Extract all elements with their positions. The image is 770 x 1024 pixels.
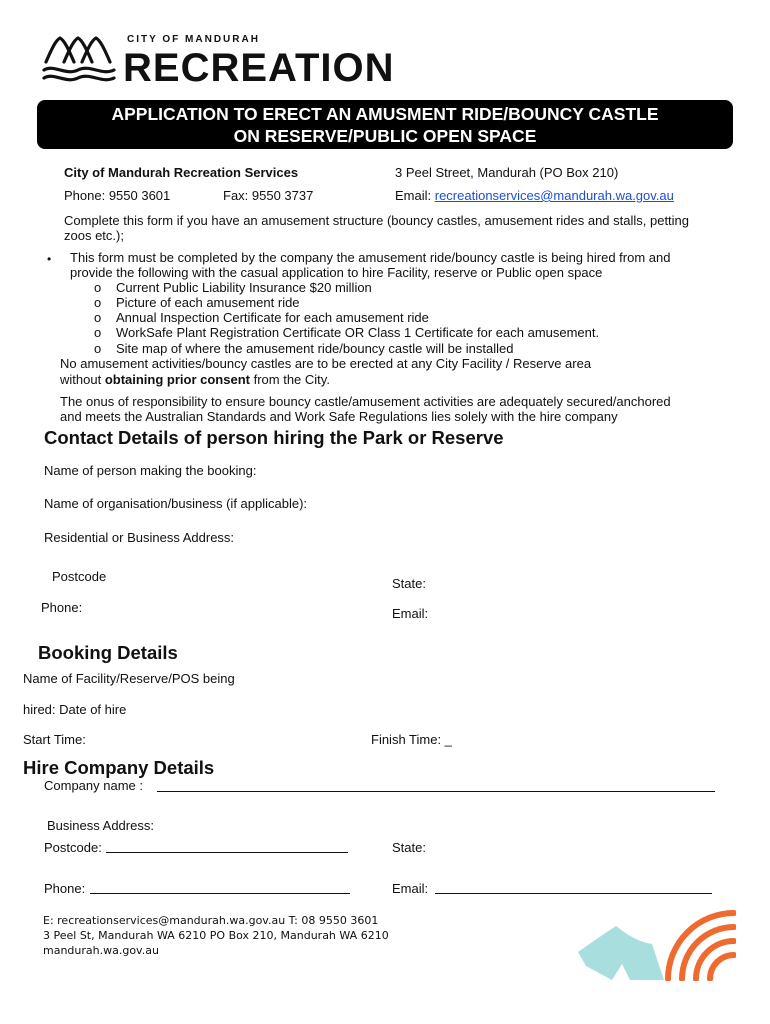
intro-line1: Complete this form if you have an amusement structure (bouncy castles, amusement rides and stalls, petting (64, 213, 690, 228)
postcode-label: Postcode (52, 569, 107, 584)
requirement-item-label: Annual Inspection Certificate for each amusement ride (116, 310, 429, 325)
footer-wave-icon (578, 920, 672, 980)
form-title-banner (37, 100, 733, 149)
company-name-label: Company name : (44, 778, 143, 793)
contact-section-heading: Contact Details of person hiring the Park or Reserve (44, 427, 504, 448)
booking-section-heading: Booking Details (38, 642, 178, 663)
requirement-item-label: Current Public Liability Insurance $20 million (116, 280, 372, 295)
phone-label: Phone: (41, 600, 83, 615)
no-activities-line2: without obtaining prior consent from the City. (60, 372, 330, 387)
org-fax: Fax: 9550 3737 (223, 188, 314, 203)
email-label: Email: (392, 606, 429, 621)
org-email-row (395, 188, 674, 203)
form-title-line2: ON RESERVE/PUBLIC OPEN SPACE (233, 125, 537, 146)
facility-label: Name of Facility/Reserve/POS being (23, 671, 235, 686)
hire-postcode-field[interactable] (106, 852, 348, 853)
hire-phone-field[interactable] (90, 893, 350, 894)
footer-address-line: 3 Peel St, Mandurah WA 6210 PO Box 210, Mandurah WA 6210 (43, 929, 389, 942)
requirement-item: o (94, 325, 102, 340)
finish-time-label: Finish Time: _ (371, 732, 452, 747)
hire-date-label: hired: Date of hire (23, 702, 127, 717)
city-logo-wave-icon (42, 34, 118, 86)
form-title-line1: APPLICATION TO ERECT AN AMUSMENT RIDE/BOUNCY CASTLE (111, 103, 659, 124)
no-activities-line1: No amusement activities/bouncy castles are to be erected at any City Facility / Reserve area (60, 356, 592, 371)
requirement-item: o (94, 341, 102, 356)
hire-email-field[interactable] (435, 893, 712, 894)
org-name: City of Mandurah Recreation Services (64, 165, 299, 180)
organisation-label: Name of organisation/business (if applicable): (44, 496, 308, 511)
hire-postcode-label: Postcode: (44, 840, 102, 855)
hire-state-label: State: (392, 840, 426, 855)
address-label: Residential or Business Address: (44, 530, 235, 545)
onus-line1: The onus of responsibility to ensure bouncy castle/amusement activities are adequately secured/anchored (60, 394, 671, 409)
footer-contact-line: E: recreationservices@mandurah.wa.gov.au T: 08 9550 3601 (43, 914, 379, 927)
bullet-line2: provide the following with the casual application to hire Facility, reserve or Public open space (70, 265, 603, 280)
requirement-item-label: WorkSafe Plant Registration Certificate OR Class 1 Certificate for each amusement. (116, 325, 600, 340)
business-address-label: Business Address: (47, 818, 154, 833)
requirement-item: o (94, 310, 102, 325)
org-email-label: Email: (395, 188, 432, 203)
bullet-dot-icon: • (47, 252, 52, 266)
requirement-item: o (94, 280, 102, 295)
onus-line2: and meets the Australian Standards and Work Safe Regulations lies solely with the hire company (60, 409, 618, 424)
intro-line2: zoos etc.); (64, 228, 124, 243)
org-email-link[interactable]: recreationservices@mandurah.wa.gov.au (434, 188, 674, 203)
requirement-item: o (94, 295, 102, 310)
org-address: 3 Peel Street, Mandurah (PO Box 210) (395, 165, 619, 180)
hire-phone-label: Phone: (44, 881, 86, 896)
requirement-item-label: Site map of where the amusement ride/bouncy castle will be installed (116, 341, 514, 356)
logo-city-text: CITY OF MANDURAH (127, 34, 260, 45)
logo-recreation-text: RECREATION (123, 46, 395, 90)
company-name-field[interactable] (157, 791, 715, 792)
hire-company-section-heading: Hire Company Details (23, 757, 215, 778)
bullet-line1: This form must be completed by the company the amusement ride/bouncy castle is being hired from and (70, 250, 671, 265)
footer-website-line: mandurah.wa.gov.au (43, 944, 159, 957)
org-phone: Phone: 9550 3601 (64, 188, 171, 203)
booking-name-label: Name of person making the booking: (44, 463, 257, 478)
hire-email-label: Email: (392, 881, 429, 896)
footer-arcs-icon (660, 905, 736, 981)
start-time-label: Start Time: (23, 732, 86, 747)
requirement-item-label: Picture of each amusement ride (116, 295, 300, 310)
state-label: State: (392, 576, 426, 591)
